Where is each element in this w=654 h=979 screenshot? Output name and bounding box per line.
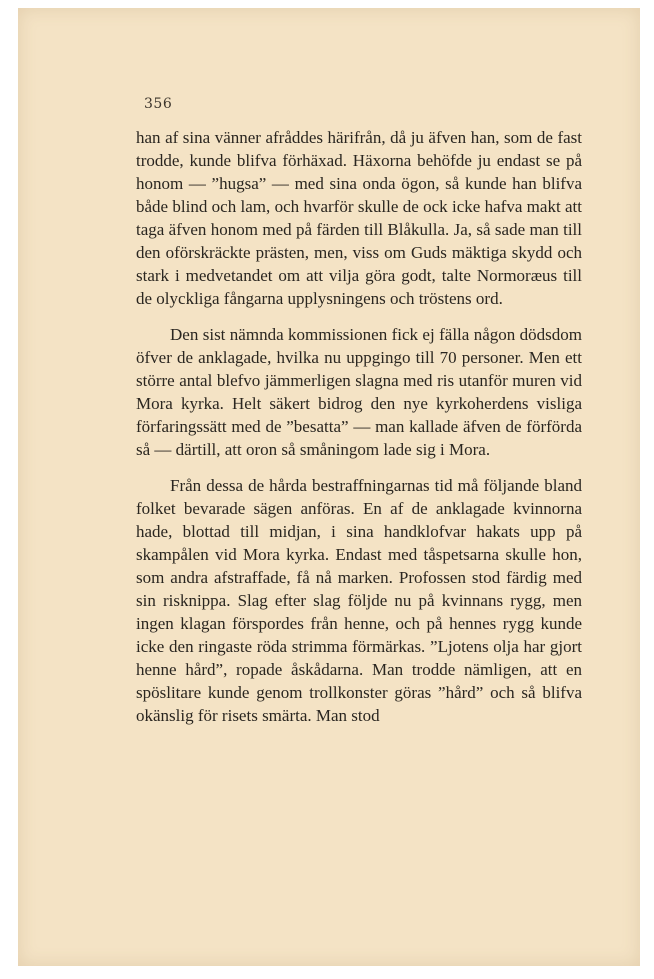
book-page — [18, 8, 640, 966]
page-number: 356 — [144, 96, 173, 112]
paragraph-2: Den sist nämnda kommissionen fick ej fälla någon dödsdom öfver de anklagade, hvilka nu uppgingo till 70 personer. Men ett större antal blefvo jämmerligen slagna med ris utanför muren vid Mora kyrka. Helt säkert bidrog den nye kyrkoherdens visliga förfaringssätt med de ”besatta” — man kallade äfven de förförda så — därtill, att oron så småningom lade sig i Mora. — [136, 325, 582, 459]
paragraph-3: Från dessa de hårda bestraffningarnas tid må följande bland folket bevarade sägen anföras. En af de anklagade kvinnorna hade, blottad till midjan, i sina handklofvar hakats upp på skampålen vid Mora kyrka. Endast med tåspetsarna skulle hon, som andra afstraffade, få nå marken. Profossen stod färdig med sin risknippa. Slag efter slag följde nu på kvinnans rygg, men ingen klagan förspordes från henne, och på hennes rygg kunde icke den ringaste röda strimma förmärkas. ”Ljotens olja har gjort henne hård”, ropade åskådarna. Man trodde nämligen, att en spöslitare kunde genom trollkonster göras ”hård” och så blifva okänslig för risets smärta. Man stod — [136, 476, 582, 725]
body-text — [136, 126, 582, 740]
paragraph-1: han af sina vänner afråddes härifrån, då ju äfven han, som de fast trodde, kunde blifva förhäxad. Häxorna behöfde ju endast se på honom — ”hugsa” — med sina onda ögon, så kunde han blifva både blind och lam, och hvarför skulle de ock icke hafva makt att taga äfven honom med på färden till Blåkulla. Ja, så sade man till den oförskräckte prästen, men, viss om Guds mäktiga skydd och stark i medvetandet om att vilja göra godt, talte Normoræus till de olyckliga fångarna upplysningens och tröstens ord. — [136, 128, 582, 308]
